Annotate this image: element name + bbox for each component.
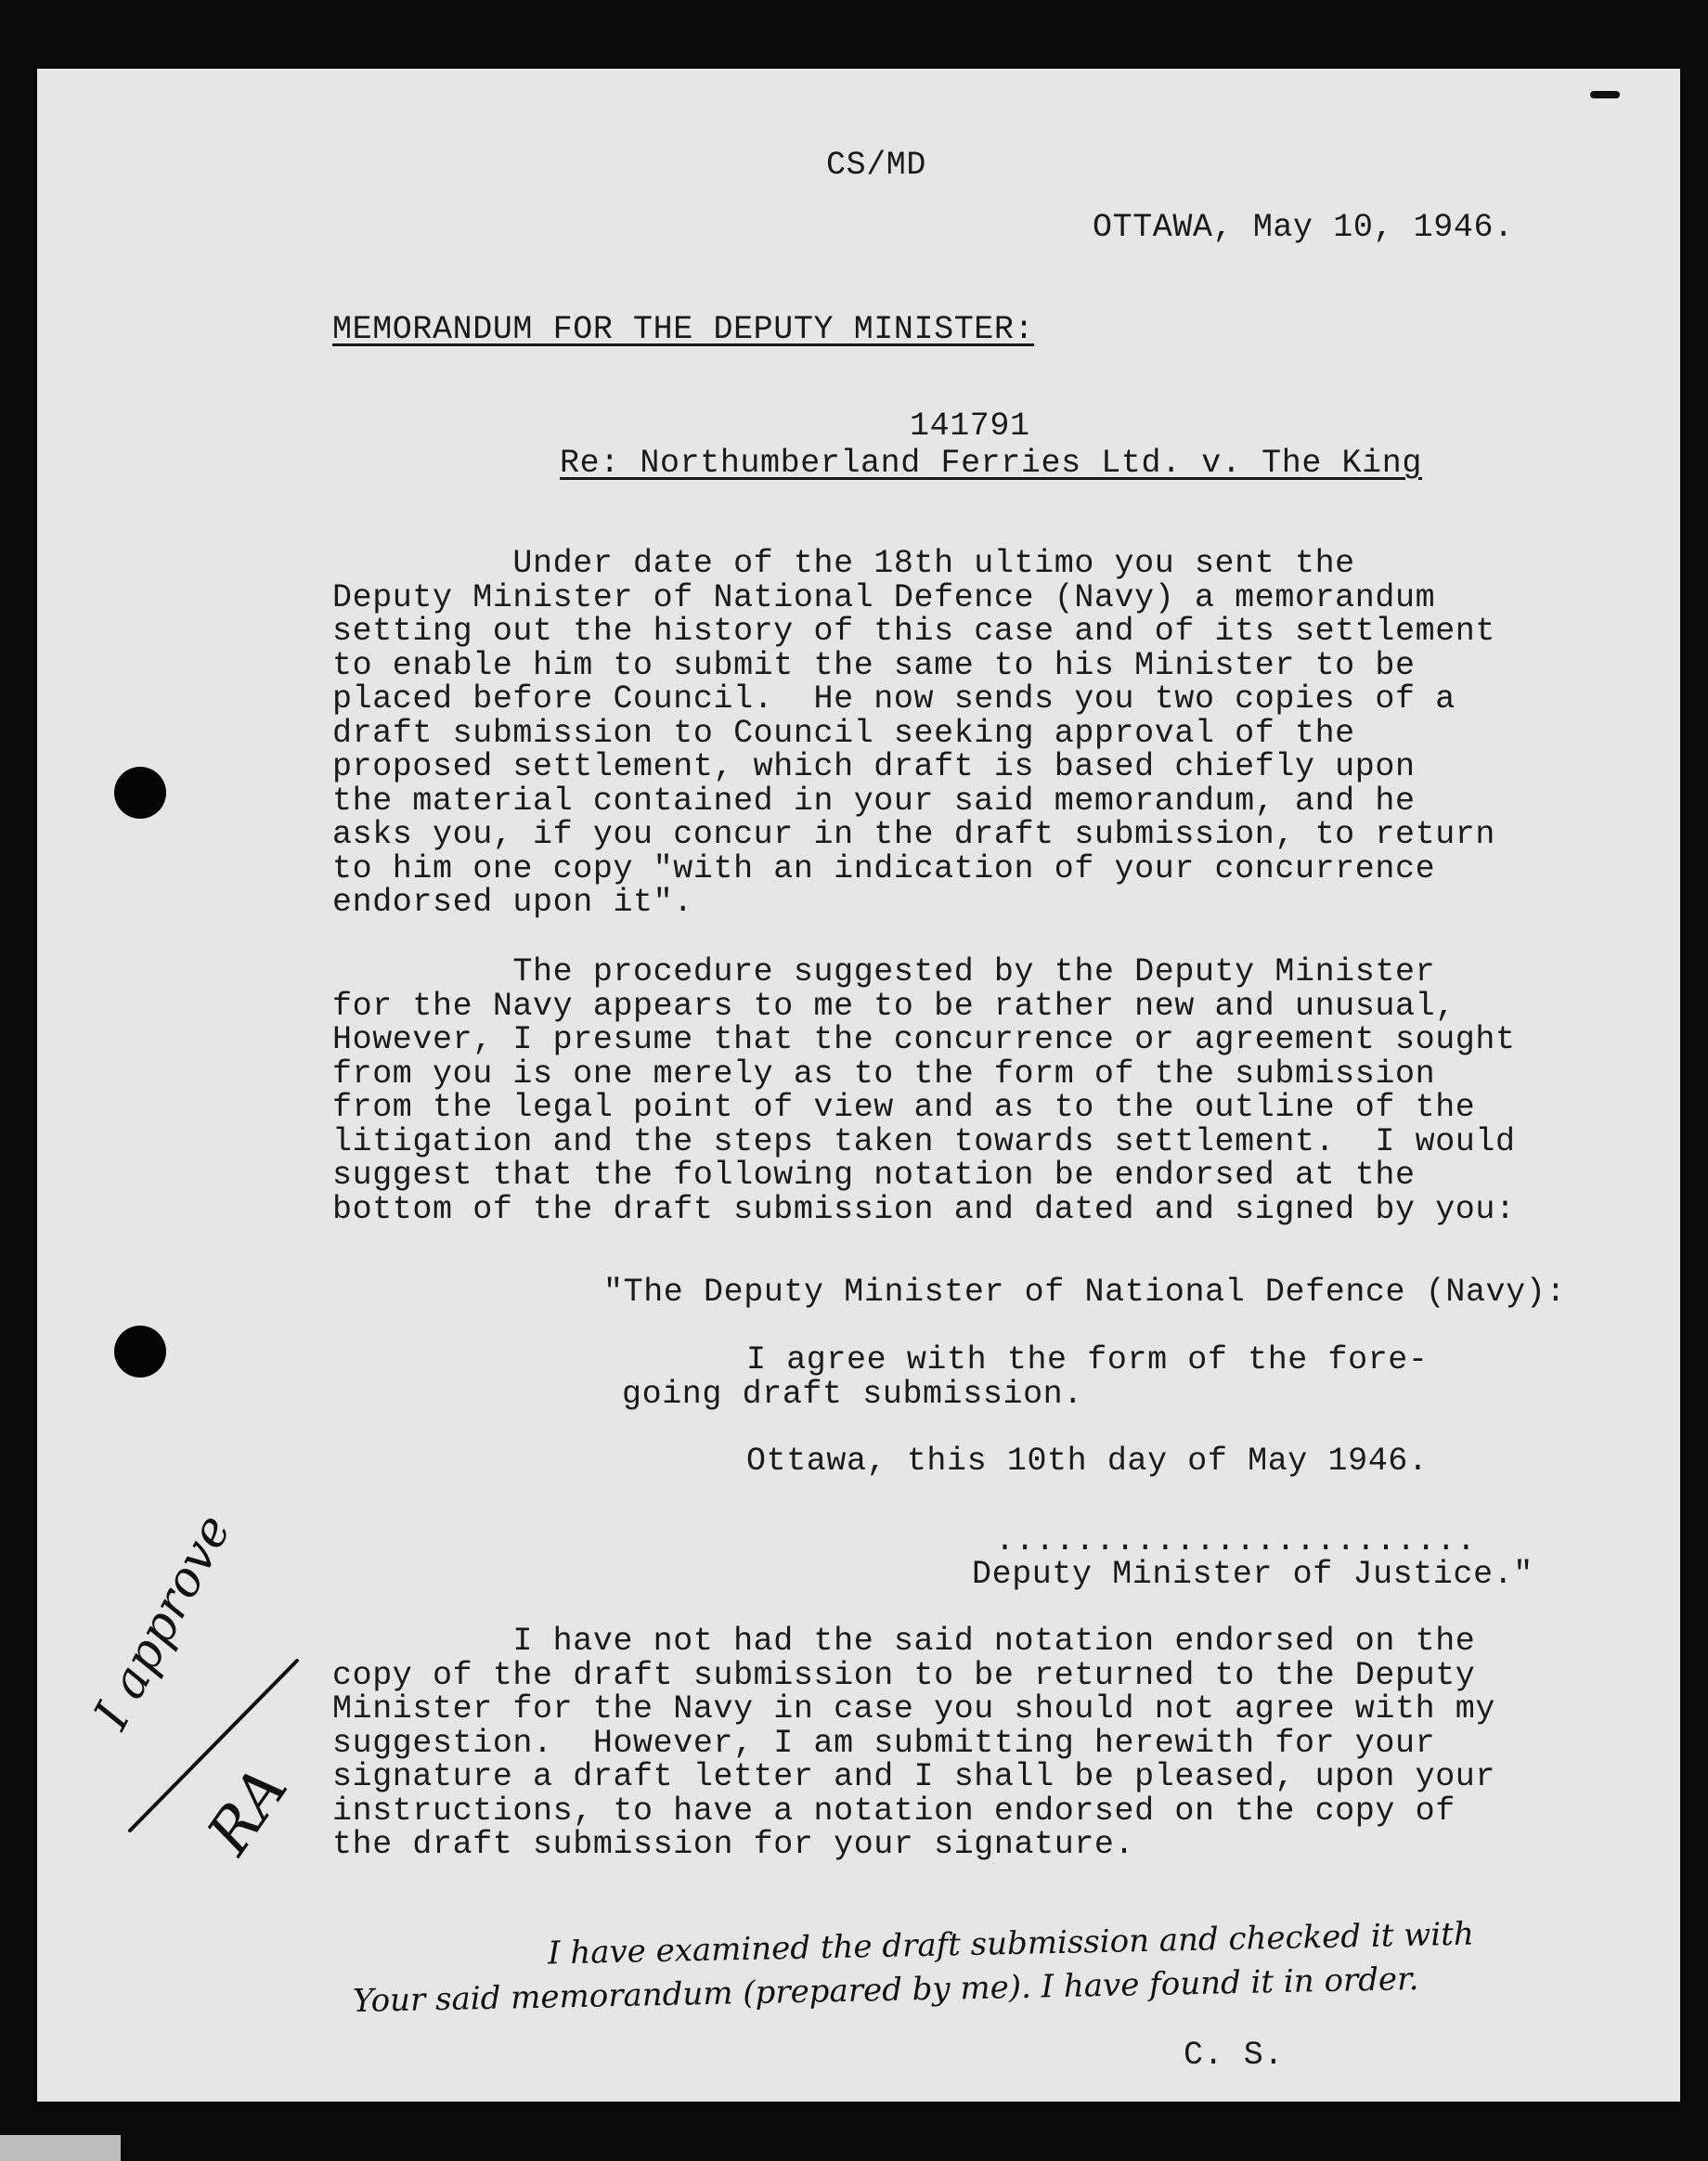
closing-paragraph	[332, 1624, 1495, 1862]
binder-hole-bottom	[114, 1326, 166, 1378]
paragraph-line: to him one copy "with an indication of your concurrence	[332, 849, 1436, 887]
paragraph-line: from the legal point of view and as to the outline of the	[332, 1089, 1476, 1126]
paragraph-line: draft submission to Council seeking approval of the	[332, 714, 1355, 752]
paragraph-line: asks you, if you concur in the draft submission, to return	[332, 816, 1495, 853]
paragraph-line: from you is one merely as to the form of the submission	[332, 1055, 1436, 1093]
memo-title: MEMORANDUM FOR THE DEPUTY MINISTER:	[332, 311, 1035, 348]
paragraph-line: litigation and the steps taken towards settlement. I would	[332, 1122, 1516, 1160]
place-date-line: OTTAWA, May 10, 1946.	[1093, 209, 1514, 246]
paragraph-line: copy of the draft submission to be returned to the Deputy	[332, 1656, 1476, 1694]
handwritten-note-line: Your said memorandum (prepared by me). I have found it in order.	[352, 1960, 1419, 2021]
paragraph-line: I have not had the said notation endorsed on the	[332, 1623, 1476, 1660]
notation-signatory: Deputy Minister of Justice."	[972, 1556, 1533, 1593]
paragraph-line: placed before Council. He now sends you two copies of a	[332, 680, 1456, 718]
margin-approval-text: I approve	[84, 1506, 242, 1739]
paragraph-line: for the Navy appears to me to be rather new and unusual,	[332, 987, 1456, 1025]
margin-approval-note	[65, 1506, 306, 1867]
paragraph-line: the material contained in your said memorandum, and he	[332, 782, 1416, 820]
paragraph-2	[332, 955, 1516, 1226]
handwritten-note-line: I have examined the draft submission and checked it with	[547, 1915, 1475, 1973]
paragraph-line: However, I presume that the concurrence or agreement sought	[332, 1021, 1516, 1058]
paragraph-line: suggest that the following notation be endorsed at the	[332, 1157, 1416, 1194]
subject-line: Re: Northumberland Ferries Ltd. v. The King	[560, 445, 1422, 482]
paragraph-line: instructions, to have a notation endorsed on the copy of	[332, 1792, 1456, 1830]
binder-hole-top	[114, 767, 166, 819]
margin-stroke-line	[65, 1656, 306, 1842]
paragraph-line: The procedure suggested by the Deputy Minister	[332, 953, 1436, 990]
paragraph-line: bottom of the draft submission and dated and signed by you:	[332, 1190, 1516, 1228]
paragraph-line: proposed settlement, which draft is based chiefly upon	[332, 748, 1416, 785]
paragraph-line: endorsed upon it".	[332, 884, 693, 921]
paragraph-line: signature a draft letter and I shall be pleased, upon your	[332, 1758, 1495, 1795]
paragraph-1	[332, 547, 1495, 920]
signature-dots: ........................	[995, 1522, 1477, 1559]
reference-code: CS/MD	[826, 147, 927, 184]
paragraph-line: the draft submission for your signature.	[332, 1826, 1135, 1863]
paragraph-line: to enable him to submit the same to his Minister to be	[332, 646, 1416, 684]
paragraph-line: setting out the history of this case and of its settlement	[332, 613, 1495, 650]
margin-approval-initials: RA	[194, 1755, 302, 1867]
file-number: 141791	[910, 408, 1030, 445]
paragraph-line: Deputy Minister of National Defence (Navy) a memorandum	[332, 578, 1436, 616]
scan-edge-mark	[1590, 91, 1620, 98]
scan-tab	[0, 2135, 121, 2161]
paragraph-line: Under date of the 18th ultimo you sent the	[332, 545, 1355, 582]
notation-body-line: I agree with the form of the fore-	[746, 1341, 1429, 1378]
memo-page	[37, 69, 1680, 2102]
paragraph-line: suggestion. However, I am submitting herewith for your	[332, 1724, 1436, 1762]
paragraph-line: Minister for the Navy in case you should not agree with my	[332, 1690, 1495, 1728]
notation-body-line: going draft submission.	[622, 1376, 1083, 1413]
notation-dateline: Ottawa, this 10th day of May 1946.	[746, 1443, 1429, 1480]
notation-addressee: "The Deputy Minister of National Defence (Navy):	[603, 1274, 1566, 1311]
closing-initials: C. S.	[1184, 2037, 1285, 2074]
